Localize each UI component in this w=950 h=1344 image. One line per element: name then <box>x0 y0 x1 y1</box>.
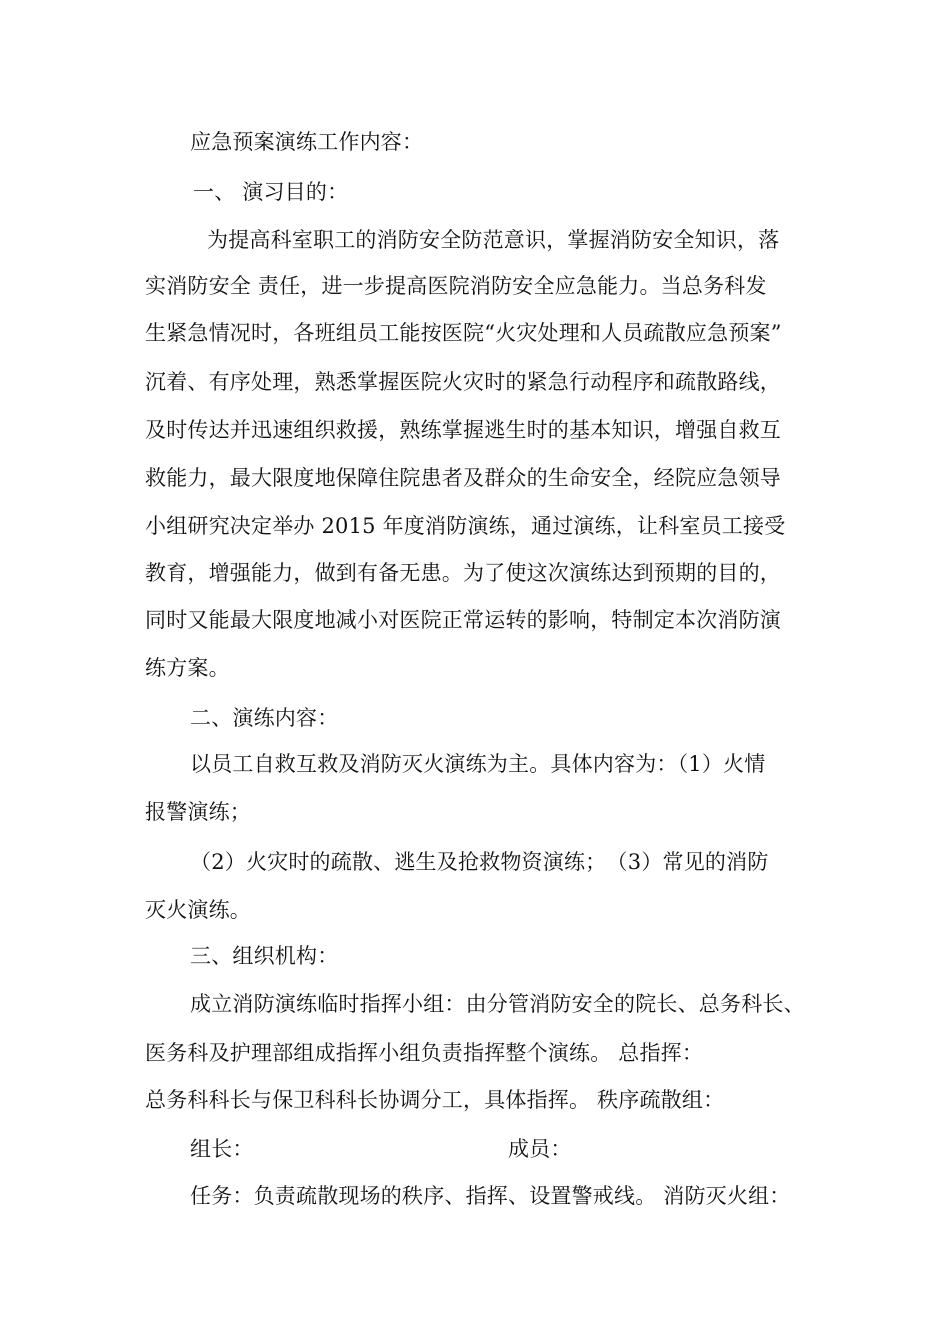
section-1-line-2: 实消防安全 责任，进一步提高医院消防安全应急能力。当总务科发 <box>145 274 767 298</box>
section-1-line-8: 教育，增强能力，做到有备无患。为了使这次演练达到预期的目的， <box>145 561 781 585</box>
document-heading: 应急预案演练工作内容： <box>190 130 424 154</box>
leader-label: 组长： <box>190 1137 254 1161</box>
section-1-line-9: 同时又能最大限度地减小对医院正常运转的影响，特制定本次消防演 <box>145 608 781 632</box>
section-3-line-3: 总务科科长与保卫科科长协调分工，具体指挥。 秩序疏散组： <box>145 1088 725 1112</box>
section-3-line-2: 医务科及护理部组成指挥小组负责指挥整个演练。 总指挥： <box>145 1041 704 1065</box>
section-1-line-4: 沉着、有序处理，熟悉掌握医院火灾时的紧急行动程序和疏散路线， <box>145 370 781 394</box>
section-2-title: 二、演练内容： <box>190 706 339 730</box>
section-2-line-4: 灭火演练。 <box>145 898 251 922</box>
member-label: 成员： <box>508 1137 572 1161</box>
section-1-line-10: 练方案。 <box>145 656 230 680</box>
section-1-line-1: 为提高科室职工的消防安全防范意识，掌握消防安全知识，落 <box>207 228 780 252</box>
section-1-line-5: 及时传达并迅速组织救援，熟练掌握逃生时的基本知识，增强自救互 <box>145 418 781 442</box>
section-1-title: 一、 演习目的： <box>193 180 349 204</box>
section-1-line-6: 救能力，最大限度地保障住院患者及群众的生命安全，经院应急领导 <box>145 466 781 490</box>
section-1-line-7: 小组研究决定举办 2015 年度消防演练，通过演练，让科室员工接受 <box>145 514 786 538</box>
section-1-line-3: 生紧急情况时，各班组员工能按医院“火灾处理和人员疏散应急预案” <box>145 321 782 345</box>
section-2-line-3: （2）火灾时的疏散、逃生及抢救物资演练； （3）常见的消防 <box>190 850 769 874</box>
task-line: 任务：负责疏散现场的秩序、指挥、设置警戒线。 消防灭火组： <box>190 1184 791 1208</box>
section-3-title: 三、组织机构： <box>190 944 339 968</box>
section-2-line-1: 以员工自救互救及消防灭火演练为主。具体内容为：（1）火情 <box>190 752 766 776</box>
section-2-line-2: 报警演练； <box>145 800 251 824</box>
section-3-line-1: 成立消防演练临时指挥小组：由分管消防安全的院长、总务科长、 <box>190 992 805 1016</box>
